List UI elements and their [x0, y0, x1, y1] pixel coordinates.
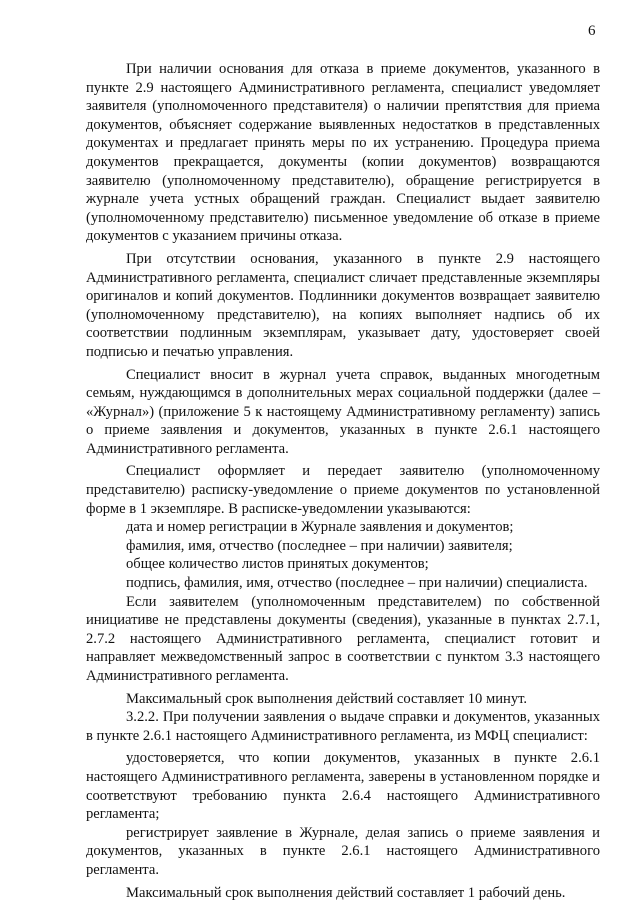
paragraph-mfc: 3.2.2. При получении заявления о выдаче справки и документов, указанных в пункте 2.6.1 настоящего Административного регламента, из МФЦ специалист: — [86, 709, 600, 744]
list-item: дата и номер регистрации в Журнале заявления и документов; — [126, 519, 514, 536]
paragraph-no-refusal: При отсутствии основания, указанного в пункте 2.9 настоящего Административного регламента, специалист сличает представленные экземпляры оригиналов и копий документов. Подлинники документов возвращает заявителю (уполномоченному представителю), на копиях выполняет надпись об их соответствии подлинным экземплярам, указывает дату, удостоверяет своей подписью и печатью управления. — [86, 250, 600, 360]
list-item: удостоверяется, что копии документов, указанных в пункте 2.6.1 настоящего Административного регламента, заверены в установленном порядке и соответствуют требованию пункта 2.6.4 настоящего Административного регламента; — [86, 750, 600, 823]
list-item: фамилия, имя, отчество (последнее – при наличии) заявителя; — [126, 537, 513, 554]
paragraph-receipt: Специалист оформляет и передает заявителю (уполномоченному представителю) расписку-уведомление о приеме документов по установленной форме в 1 экземпляре. В расписке-уведомлении указываются: — [86, 463, 600, 517]
paragraph-refusal: При наличии основания для отказа в приеме документов, указанного в пункте 2.9 настоящего Административного регламента, специалист уведомляет заявителя (уполномоченного представителя) о наличии препятствия для приема документов, объясняет содержание выявленных недостатков в представленных документах и предлагает принять меры по их устранению. Процедура приема документов прекращается, документы (копии документов) возвращаются заявителю (уполномоченному представителю), обращение регистрируется в журнале учета устных обращений граждан. Специалист выдает заявителю (уполномоченному представителю) письменное уведомление об отказе в приеме документов с указанием причины отказа. — [86, 61, 600, 245]
paragraph-max-time-10: Максимальный срок выполнения действий составляет 10 минут. — [126, 690, 528, 707]
list-item: регистрирует заявление в Журнале, делая запись о приеме заявления и документов, указанных в пункте 2.6.1 настоящего Административного регламента. — [86, 824, 600, 878]
paragraph-max-time-1day: Максимальный срок выполнения действий составляет 1 рабочий день. — [126, 884, 566, 901]
paragraph-journal-entry: Специалист вносит в журнал учета справок, выданных многодетным семьям, нуждающимся в дополнительных мерах социальной поддержки (далее – «Журнал») (приложение 5 к настоящему Административному регламенту) запись о приеме заявления и документов, указанных в пункте 2.6.1 настоящего Административного регламента. — [86, 366, 600, 457]
document-body — [86, 60, 600, 902]
list-item: общее количество листов принятых документов; — [126, 556, 429, 573]
paragraph-interagency-request: Если заявителем (уполномоченным представителем) по собственной инициативе не представлены документы (сведения), указанные в пунктах 2.7.1, 2.7.2 настоящего Административного регламента, специалист готовит и направляет межведомственный запрос в соответствии с пунктом 3.3 настоящего Административного регламента. — [86, 593, 600, 684]
list-item: подпись, фамилия, имя, отчество (последнее – при наличии) специалиста. — [126, 575, 588, 592]
page-number: 6 — [588, 23, 596, 39]
